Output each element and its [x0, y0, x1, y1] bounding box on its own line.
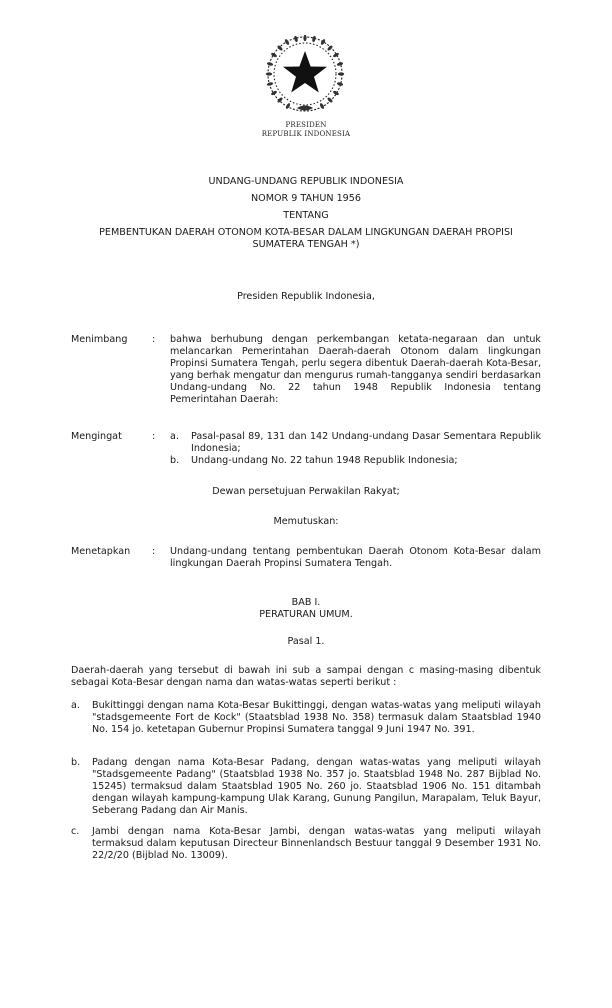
item-text: Jambi dengan nama Kota-Besar Jambi, dengan watas-watas yang meliputi wilayah termaksud dalam keputusan Directeur Binnenlandsch Bestuur tanggal 9 Desember 1931 No. 22/2/20 (Bijblad No. 13009).	[92, 826, 541, 861]
title-subject-line1: PEMBENTUKAN DAERAH OTONOM KOTA-BESAR DALAM LINGKUNGAN DAERAH PROPISI	[99, 227, 513, 238]
item-text: Pasal-pasal 89, 131 dan 142 Undang-undang Dasar Sementara Republik Indonesia;	[191, 431, 541, 454]
item-letter: a.	[71, 700, 80, 711]
item-text: Padang dengan nama Kota-Besar Padang, dengan watas-watas yang meliputi wilayah "Stadsgemeente Padang" (Staatsblad 1938 No. 357 jo. Staatsblad 1948 No. 287 Bijblad No. 15245) termaksud dalam Staatsblad 1905 No. 260 jo. Staatsblad 1906 No. 151 ditambah dengan wilayah kampung-kampung Ulak Karang, Gunung Pangilun, Marapalam, Teluk Bayur, Seberang Padang dan Air Manis.	[92, 757, 541, 816]
article-intro: Daerah-daerah yang tersebut di bawah ini sub a sampai dengan c masing-masing dibentuk sebagai Kota-Besar dengan nama dan watas-watas seperti berikut :	[71, 665, 541, 688]
article-item-c	[71, 826, 541, 862]
president-heading: Presiden Republik Indonesia,	[237, 291, 375, 302]
menetapkan-text: Undang-undang tentang pembentukan Daerah Otonom Kota-Besar dalam lingkungan Daerah Propinsi Sumatera Tengah.	[170, 546, 541, 569]
item-letter: a.	[170, 431, 179, 442]
mengingat-item	[170, 455, 541, 467]
chapter-title: PERATURAN UMUM.	[259, 609, 353, 620]
mengingat-item	[170, 431, 541, 455]
article-item-a	[71, 700, 541, 748]
item-letter: b.	[170, 455, 180, 466]
presidential-emblem-icon	[264, 33, 346, 115]
mengingat-label: Mengingat	[71, 431, 122, 442]
title-law-type: UNDANG-UNDANG REPUBLIK INDONESIA	[208, 176, 404, 187]
menetapkan-label: Menetapkan	[71, 546, 131, 557]
menimbang-text: bahwa berhubung dengan perkembangan ketata-negaraan dan untuk melancarkan Pemerintahan Daerah-daerah Otonom dalam lingkungan Propinsi Sumatera Tengah, perlu segera dibentuk Daerah-daerah Kota-Besar, yang berhak mengatur dan mengurus rumah-tangganya sendiri berdasarkan Undang-undang No. 22 tahun 1948 Republik Indonesia tentang Pemerintahan Daerah:	[170, 334, 541, 405]
letterhead-line2: REPUBLIK INDONESIA	[261, 130, 351, 138]
letterhead-line1: PRESIDEN	[285, 121, 327, 129]
menimbang-colon: :	[152, 334, 156, 345]
title-tentang: TENTANG	[283, 210, 329, 221]
chapter-number: BAB I.	[291, 597, 321, 608]
item-letter: b.	[71, 757, 81, 768]
memutuskan-heading: Memutuskan:	[273, 516, 339, 527]
title-subject-line2: SUMATERA TENGAH *)	[252, 239, 360, 250]
mengingat-colon: :	[152, 431, 156, 442]
article-item-b	[71, 757, 541, 817]
item-text: Bukittinggi dengan nama Kota-Besar Bukittinggi, dengan watas-watas yang meliputi wilayah "stadsgemeente Fort de Kock" (Staatsblad 1938 No. 358) termasuk dalam Staatsblad 1940 No. 154 jo. ketetapan Gubernur Propinsi Sumatera tanggal 9 Juni 1947 No. 391.	[92, 700, 541, 735]
dewan-statement: Dewan persetujuan Perwakilan Rakyat;	[212, 486, 400, 497]
menetapkan-colon: :	[152, 546, 156, 557]
item-letter: c.	[71, 826, 80, 837]
menimbang-label: Menimbang	[71, 334, 128, 345]
article-number: Pasal 1.	[287, 636, 325, 647]
item-text: Undang-undang No. 22 tahun 1948 Republik Indonesia;	[191, 455, 458, 466]
title-number-year: NOMOR 9 TAHUN 1956	[251, 193, 361, 204]
